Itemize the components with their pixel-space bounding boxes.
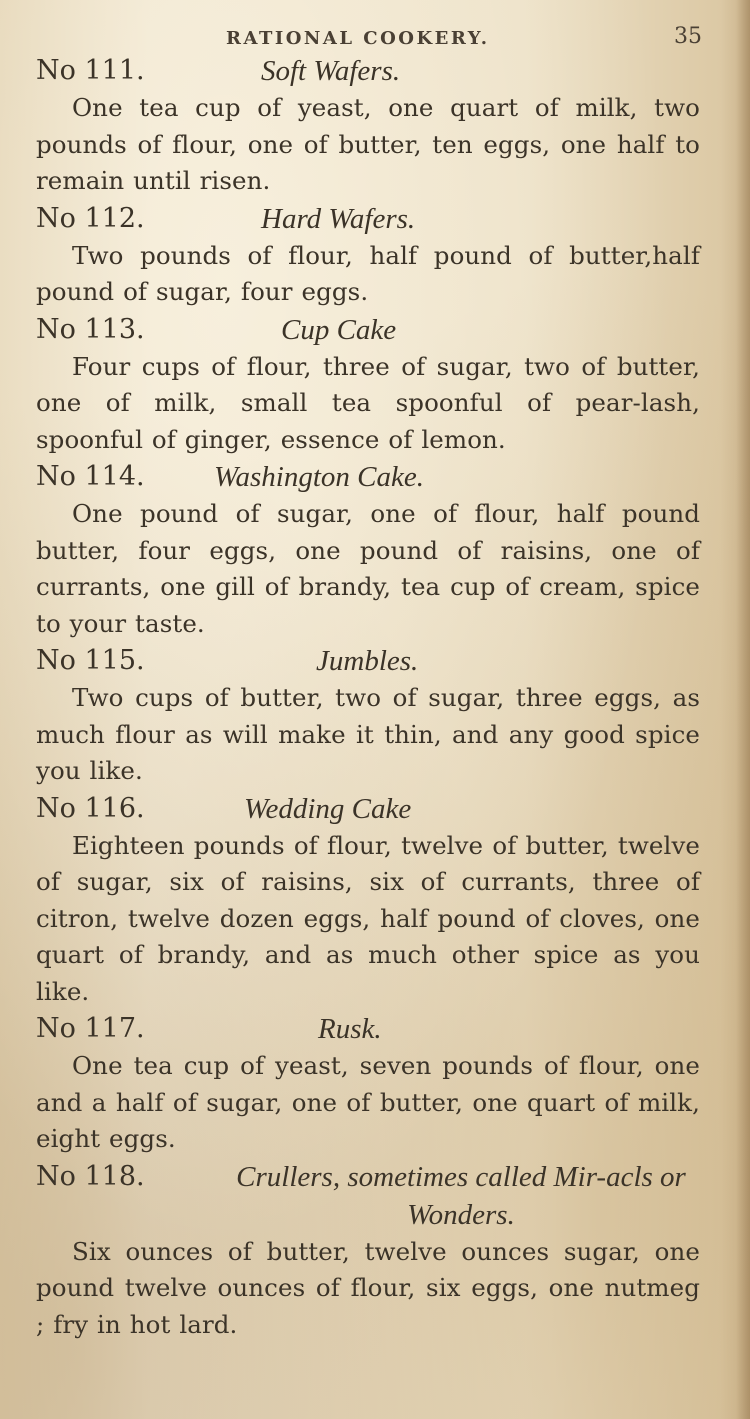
recipe-number: No 114. <box>36 461 145 492</box>
recipe-title: Cup Cake <box>281 313 397 346</box>
page-number: 35 <box>674 24 702 49</box>
recipe-heading <box>36 200 700 238</box>
recipe-118 <box>36 1158 700 1344</box>
recipe-116 <box>36 790 700 1011</box>
recipe-number: No 112. <box>36 202 145 234</box>
recipe-heading <box>36 458 700 496</box>
recipe-117 <box>36 1010 700 1158</box>
recipe-number: No 117. <box>36 1013 145 1044</box>
recipe-number: No 116. <box>36 792 145 824</box>
recipe-heading <box>36 1158 700 1234</box>
recipe-heading <box>36 311 700 349</box>
running-head-title: RATIONAL COOKERY. <box>226 28 490 49</box>
recipe-114 <box>36 458 700 642</box>
recipe-number: No 111. <box>36 55 145 86</box>
recipe-text: Six ounces of butter, twelve ounces sugar, one pound twelve ounces of flour, six eggs, one nutmeg ; fry in hot lard. <box>36 1236 700 1339</box>
recipe-text: Two cups of butter, two of sugar, three eggs, as much flour as will make it thin, and any good spice you like. <box>36 683 700 785</box>
recipe-heading <box>36 52 700 90</box>
recipe-heading <box>36 790 700 828</box>
recipe-text: One tea cup of yeast, one quart of milk, two pounds of flour, one of butter, ten eggs, one half to remain until risen. <box>36 93 700 195</box>
recipe-heading <box>36 1010 700 1048</box>
recipe-text: Four cups of flour, three of sugar, two of butter, one of milk, small tea spoonful of pear-lash, spoonful of ginger, essence of lemon. <box>36 351 700 454</box>
recipe-number: No 115. <box>36 645 145 676</box>
recipe-title: Wedding Cake <box>244 792 412 825</box>
recipe-title: Rusk. <box>318 1013 382 1045</box>
recipe-text: Two pounds of flour, half pound of butter,half pound of sugar, four eggs. <box>36 240 700 306</box>
recipe-113 <box>36 311 700 459</box>
recipe-heading <box>36 642 700 680</box>
recipe-112 <box>36 200 700 311</box>
recipe-title: Jumbles. <box>316 645 419 677</box>
recipe-111 <box>36 52 700 200</box>
recipe-title: Washington Cake. <box>214 461 424 493</box>
recipe-text: One tea cup of yeast, seven pounds of flour, one and a half of sugar, one of butter, one quart of milk, eight eggs. <box>36 1051 700 1153</box>
recipe-title: Crullers, sometimes called Mir-acls or Wonders. <box>236 1160 686 1231</box>
recipe-text: Eighteen pounds of flour, twelve of butter, twelve of sugar, six of raisins, six of currants, three of citron, twelve dozen eggs, half pound of cloves, one quart of brandy, and as much other spice as you like. <box>36 830 700 1006</box>
recipe-number: No 113. <box>36 313 145 345</box>
recipe-115 <box>36 642 700 790</box>
recipe-title: Hard Wafers. <box>261 202 416 235</box>
recipe-text: One pound of sugar, one of flour, half pound butter, four eggs, one pound of raisins, one of currants, one gill of brandy, tea cup of cream, spice to your taste. <box>36 499 700 638</box>
recipe-title: Soft Wafers. <box>261 55 401 87</box>
recipe-number: No 118. <box>36 1160 145 1192</box>
running-head <box>36 22 700 52</box>
